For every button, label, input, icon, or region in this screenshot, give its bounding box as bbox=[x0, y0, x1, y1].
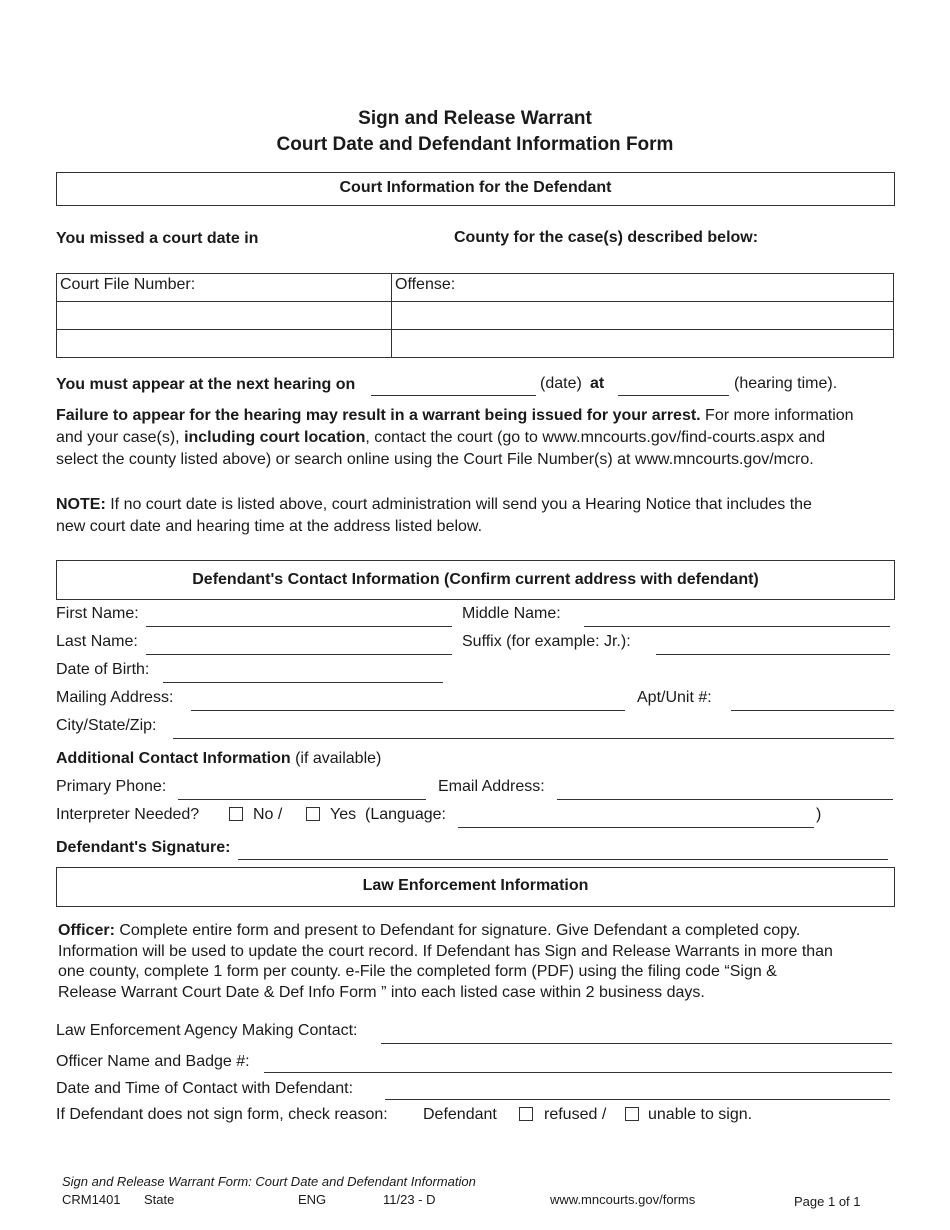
footer-code: CRM1401 bbox=[62, 1192, 121, 1207]
failure-paragraph bbox=[56, 405, 906, 471]
mailing-address-field[interactable] bbox=[191, 710, 625, 711]
language-field[interactable] bbox=[458, 827, 814, 828]
refused-label: refused / bbox=[544, 1106, 607, 1123]
additional-contact-note: (if available) bbox=[290, 750, 382, 767]
footer-page-number: Page 1 of 1 bbox=[794, 1194, 861, 1209]
officer-label: Officer: bbox=[58, 922, 115, 939]
unable-checkbox[interactable] bbox=[625, 1107, 639, 1121]
defendant-word: Defendant bbox=[423, 1106, 497, 1123]
signature-label: Defendant's Signature: bbox=[56, 839, 231, 856]
language-close-paren: ) bbox=[816, 806, 822, 823]
no-sign-reason-label: If Defendant does not sign form, check reason: bbox=[56, 1106, 388, 1123]
officer-instructions bbox=[58, 921, 908, 1003]
note-paragraph bbox=[56, 494, 906, 538]
offense-cell[interactable] bbox=[392, 330, 894, 358]
interpreter-yes-checkbox[interactable] bbox=[306, 807, 320, 821]
officer-text: Information will be used to update the court record. If Defendant has Sign and Release Warrants in more than bbox=[58, 942, 833, 960]
hearing-time-field[interactable] bbox=[618, 395, 729, 396]
failure-text: select the county listed above) or search online using the Court File Number(s) at www.mncourts.gov/mcro. bbox=[56, 451, 814, 468]
first-name-field[interactable] bbox=[146, 626, 452, 627]
officer-text: Complete entire form and present to Defendant for signature. Give Defendant a completed copy. bbox=[114, 922, 801, 939]
hearing-date-field[interactable] bbox=[371, 395, 536, 396]
dob-field[interactable] bbox=[163, 682, 443, 683]
dob-label: Date of Birth: bbox=[56, 661, 150, 678]
note-text: new court date and hearing time at the address listed below. bbox=[56, 518, 483, 535]
footer-version: 11/23 - D bbox=[383, 1192, 436, 1207]
form-subtitle: Court Date and Defendant Information Form bbox=[276, 134, 674, 155]
primary-phone-field[interactable] bbox=[178, 799, 426, 800]
mailing-address-label: Mailing Address: bbox=[56, 689, 174, 706]
contact-date-field[interactable] bbox=[385, 1099, 890, 1100]
officer-text: one county, complete 1 form per county. e-File the completed form (PDF) using the filing code “Sign & bbox=[58, 963, 777, 980]
officer-text: Release Warrant Court Date & Def Info Form ” into each listed case within 2 business days. bbox=[58, 983, 705, 1001]
additional-contact-title: Additional Contact Information bbox=[56, 750, 291, 767]
agency-field[interactable] bbox=[381, 1043, 892, 1044]
additional-contact-heading bbox=[56, 750, 381, 768]
court-info-title: Court Information for the Defendant bbox=[339, 179, 612, 196]
email-field[interactable] bbox=[557, 799, 893, 800]
footer-state: State bbox=[144, 1192, 175, 1207]
note-label: NOTE: bbox=[56, 496, 106, 513]
footer-language: ENG bbox=[298, 1192, 327, 1207]
email-label: Email Address: bbox=[438, 778, 545, 795]
defendant-header bbox=[56, 560, 895, 600]
failure-text: , contact the court (go to www.mncourts.gov/find-courts.aspx and bbox=[365, 429, 826, 446]
officer-name-field[interactable] bbox=[264, 1072, 892, 1073]
missed-court-label: You missed a court date in bbox=[56, 230, 259, 247]
note-text: If no court date is listed above, court administration will send you a Hearing Notice that includes the bbox=[105, 496, 812, 513]
court-file-number-cell[interactable] bbox=[57, 330, 392, 358]
agency-label: Law Enforcement Agency Making Contact: bbox=[56, 1022, 358, 1039]
apt-label: Apt/Unit #: bbox=[637, 689, 712, 706]
table-row bbox=[57, 330, 894, 358]
case-table bbox=[56, 273, 894, 358]
hearing-time-label: (hearing time). bbox=[734, 375, 838, 392]
law-enforcement-title: Law Enforcement Information bbox=[362, 877, 589, 894]
failure-text: For more information bbox=[700, 407, 854, 424]
footer-url[interactable]: www.mncourts.gov/forms bbox=[550, 1192, 696, 1207]
suffix-label: Suffix (for example: Jr.): bbox=[462, 633, 631, 650]
interpreter-yes-label: Yes (Language: bbox=[330, 806, 446, 823]
interpreter-no-checkbox[interactable] bbox=[229, 807, 243, 821]
city-state-zip-label: City/State/Zip: bbox=[56, 717, 157, 734]
hearing-at-label: at bbox=[590, 375, 605, 392]
middle-name-label: Middle Name: bbox=[462, 605, 561, 622]
law-enforcement-header bbox=[56, 867, 895, 907]
suffix-field[interactable] bbox=[656, 654, 890, 655]
contact-date-label: Date and Time of Contact with Defendant: bbox=[56, 1080, 354, 1097]
defendant-title: Defendant's Contact Information (Confirm current address with defendant) bbox=[192, 571, 759, 588]
city-state-zip-field[interactable] bbox=[173, 738, 894, 739]
table-row bbox=[57, 274, 894, 302]
court-info-header bbox=[56, 172, 895, 206]
refused-checkbox[interactable] bbox=[519, 1107, 533, 1121]
court-file-number-header: Court File Number: bbox=[57, 274, 392, 302]
failure-warning: Failure to appear for the hearing may result in a warrant being issued for your arrest. bbox=[56, 407, 701, 424]
failure-emphasis: including court location bbox=[184, 429, 366, 446]
hearing-prefix: You must appear at the next hearing on bbox=[56, 376, 356, 393]
form-title: Sign and Release Warrant bbox=[358, 108, 592, 129]
footer-form-title bbox=[62, 1174, 476, 1189]
offense-cell[interactable] bbox=[392, 302, 894, 330]
footer-form-title-text: Sign and Release Warrant Form: Court Date and Defendant Information bbox=[62, 1174, 476, 1189]
offense-header: Offense: bbox=[392, 274, 894, 302]
table-row bbox=[57, 302, 894, 330]
hearing-date-label: (date) bbox=[540, 375, 582, 392]
first-name-label: First Name: bbox=[56, 605, 139, 622]
middle-name-field[interactable] bbox=[584, 626, 890, 627]
court-file-number-cell[interactable] bbox=[57, 302, 392, 330]
interpreter-no-label: No / bbox=[253, 806, 283, 823]
last-name-field[interactable] bbox=[146, 654, 452, 655]
unable-label: unable to sign. bbox=[648, 1106, 753, 1123]
primary-phone-label: Primary Phone: bbox=[56, 778, 167, 795]
apt-field[interactable] bbox=[731, 710, 894, 711]
interpreter-label: Interpreter Needed? bbox=[56, 806, 200, 823]
failure-text: and your case(s), bbox=[56, 429, 185, 446]
county-label: County for the case(s) described below: bbox=[454, 229, 759, 246]
signature-field[interactable] bbox=[238, 859, 888, 860]
last-name-label: Last Name: bbox=[56, 633, 138, 650]
officer-name-label: Officer Name and Badge #: bbox=[56, 1053, 250, 1070]
